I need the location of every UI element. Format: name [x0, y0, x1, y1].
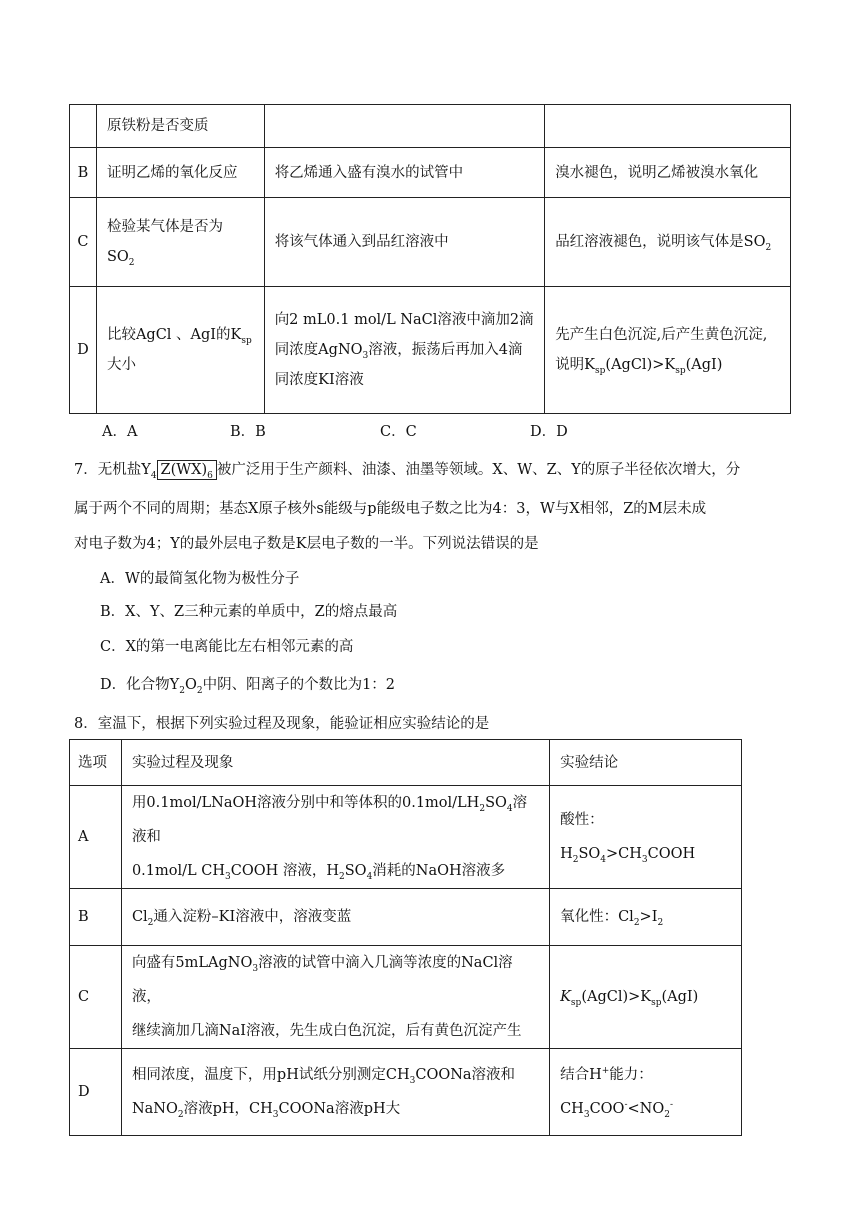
procedure-cell: [121, 1049, 549, 1136]
procedure-cell: [264, 287, 545, 414]
procedure-line: NaNO$_2$溶液pH，$CH_3COONa$溶液pH大: [131, 1101, 401, 1120]
option-letter: A: [70, 786, 122, 889]
header-option: 选项: [70, 740, 122, 786]
procedure-cell: [121, 946, 549, 1049]
purpose-cell: 原铁粉是否变质: [96, 105, 264, 148]
procedure-line: 0.1mol/L $CH_3COOH$ 溶液，$H_2SO_4$消耗的NaOH溶液多: [131, 863, 506, 882]
procedure-line: 同浓度KI溶液: [274, 372, 364, 388]
option-letter: [70, 105, 97, 148]
conclusion-cell: 品红溶液褪色，说明该气体是$SO_2$: [545, 198, 791, 287]
conclusion-cell: [545, 105, 791, 148]
procedure-cell: [121, 786, 549, 889]
purpose-line: 比较AgCl 、AgI的$K_{sp}$: [106, 327, 252, 346]
option-letter: C: [70, 946, 122, 1049]
header-procedure: 实验过程及现象: [121, 740, 549, 786]
procedure-line: 向2 mL0.1 mol/L NaCl溶液中滴加2滴: [274, 312, 534, 328]
procedure-cell: [264, 105, 545, 148]
procedure-cell: 将该气体通入到品红溶液中: [264, 198, 545, 287]
procedure-cell: $Cl_2$通入淀粉–KI溶液中，溶液变蓝: [121, 889, 549, 946]
purpose-line: $SO_2$: [106, 249, 135, 268]
option-letter: D: [70, 287, 97, 414]
purpose-cell: [96, 287, 264, 414]
conclusion-line: 说明$K_{sp}(AgCl)>K_{sp}(AgI)$: [555, 357, 723, 376]
option-letter: D: [70, 1049, 122, 1136]
choice-c[interactable]: C．C: [380, 424, 417, 440]
q8-stem: 8．室温下，根据下列实验过程及现象，能验证相应实验结论的是: [74, 716, 490, 732]
header-conclusion: 实验结论: [550, 740, 742, 786]
table-header-row: [70, 740, 742, 786]
choice-d[interactable]: D．D: [530, 424, 568, 440]
conclusion-cell: 溴水褪色，说明乙烯被溴水氧化: [545, 148, 791, 198]
table-row: [70, 148, 791, 198]
conclusion-line: $CH_3COO^-<NO_2^-$: [560, 1100, 673, 1120]
q7-stem-line3: 对电子数为4；Y的最外层电子数是K层电子数的一半。下列说法错误的是: [74, 536, 539, 552]
table-row: [70, 198, 791, 287]
table-row: [70, 786, 742, 889]
q7-stem-line2: 属于两个不同的周期；基态X原子核外s能级与p能级电子数之比为4：3，W与X相邻，Z的M层未成: [74, 501, 707, 517]
procedure-line: 继续滴加几滴NaI溶液，先生成白色沉淀，后有黄色沉淀产生: [131, 1023, 522, 1039]
formula: $Y_4$ $Z(WX)_6$: [141, 462, 217, 478]
conclusion-cell: $K_{sp}(AgCl)>K_{sp}(AgI)$: [550, 946, 742, 1049]
procedure-line: 相同浓度，温度下，用pH试纸分别测定$CH_3COONa$溶液和: [131, 1067, 516, 1086]
procedure-line: 同浓度AgNO$_3$溶液，振荡后再加入4滴: [274, 342, 523, 361]
conclusion-line: 先产生白色沉淀,后产生黄色沉淀,: [555, 327, 768, 343]
purpose-cell: [96, 198, 264, 287]
conclusion-cell: [550, 1049, 742, 1136]
table-row: [70, 1049, 742, 1136]
q7-option-d[interactable]: D．化合物$Y_2O_2$中阴、阳离子的个数比为1：2: [100, 677, 396, 696]
table-row: [70, 105, 791, 148]
q7-stem-line1: 7．无机盐$Y_4$ $Z(WX)_6$ 被广泛用于生产颜料、油漆、油墨等领域。X、W、Z、Y的原子半径依次增大，分: [74, 462, 741, 481]
conclusion-cell: 氧化性：$Cl_2>I_2$: [550, 889, 742, 946]
purpose-cell: 证明乙烯的氧化反应: [96, 148, 264, 198]
conclusion-cell: [545, 287, 791, 414]
option-letter: B: [70, 148, 97, 198]
table-row: [70, 946, 742, 1049]
table-row: [70, 287, 791, 414]
option-letter: B: [70, 889, 122, 946]
option-letter: C: [70, 198, 97, 287]
choice-b[interactable]: B．B: [230, 424, 266, 440]
choice-a[interactable]: A．A: [102, 424, 138, 440]
question6-table: [69, 104, 791, 414]
q7-option-c[interactable]: C．X的第一电离能比左右相邻元素的高: [100, 639, 354, 655]
procedure-line: 向盛有5mLAgNO$_3$溶液的试管中滴入几滴等浓度的NaCl溶液，: [131, 955, 513, 1005]
q7-option-a[interactable]: A．W的最简氢化物为极性分子: [100, 571, 300, 587]
question8-table: [69, 739, 742, 1136]
conclusion-line: 结合H+能力：: [560, 1066, 653, 1083]
procedure-line: 用0.1mol/LNaOH溶液分别中和等体积的$0.1mol/LH_2SO_4$溶液和: [131, 795, 528, 845]
purpose-line: 大小: [106, 357, 136, 373]
conclusion-cell: 酸性：$H_2SO_4>CH_3COOH$: [550, 786, 742, 889]
procedure-cell: 将乙烯通入盛有溴水的试管中: [264, 148, 545, 198]
table-row: [70, 889, 742, 946]
q7-option-b[interactable]: B．X、Y、Z三种元素的单质中，Z的熔点最高: [100, 604, 398, 620]
purpose-line: 检验某气体是否为: [106, 219, 223, 235]
